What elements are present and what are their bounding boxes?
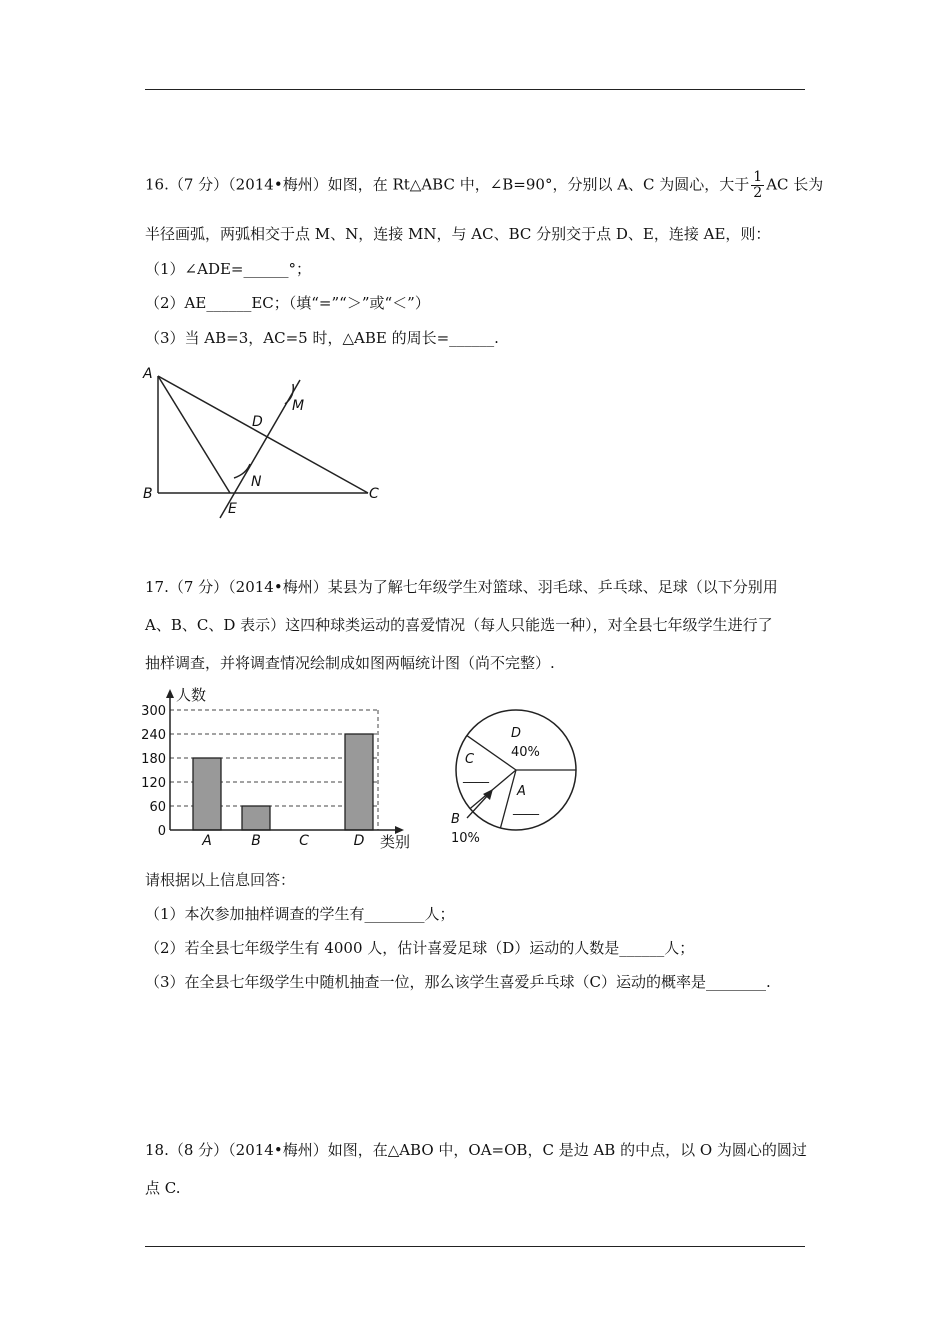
header-rule (145, 89, 805, 90)
label-C: C (369, 486, 379, 502)
q17-item1: （1）本次参加抽样调查的学生有________人； (145, 905, 455, 923)
pie-label-A: A (517, 784, 526, 799)
q16-line2: 半径画弧，两弧相交于点 M、N，连接 MN，与 AC、BC 分别交于点 D、E，连接 AE，则： (145, 225, 771, 243)
q17-line3: 抽样调查，并将调查情况绘制成如图两幅统计图（尚不完整）. (145, 654, 555, 672)
q16-triangle-figure (140, 360, 390, 530)
q18-line2: 点 C. (145, 1179, 181, 1197)
y-tick-label: 0 (157, 824, 166, 839)
bar-chart (140, 686, 420, 856)
bar-B (242, 806, 270, 830)
segment-AC (158, 376, 368, 493)
bar-A (193, 758, 221, 830)
bar-D (345, 734, 373, 830)
x-tick-label-B: B (251, 833, 261, 849)
y-axis-label: 人数 (176, 686, 207, 704)
q17-line1: 17.（7 分）（2014•梅州）某县为了解七年级学生对篮球、羽毛球、乒乓球、足球（以下分别用 (145, 578, 778, 596)
q16-item1: （1）∠ADE=______°； (145, 260, 311, 278)
label-N: N (251, 474, 262, 490)
pie-label-B: B (451, 812, 460, 827)
y-axis-arrow (166, 689, 174, 698)
y-tick-label: 120 (141, 776, 166, 791)
q16-item3: （3）当 AB=3，AC=5 时，△ABE 的周长=______. (145, 329, 499, 347)
footer-rule (145, 1246, 805, 1247)
pie-value-A: ____ (513, 801, 539, 816)
x-tick-label-A: A (202, 833, 212, 849)
pie-label-D: D (511, 726, 522, 741)
x-tick-label-C: C (299, 833, 309, 849)
label-B: B (143, 486, 153, 502)
label-D: D (252, 414, 263, 430)
label-A: A (143, 366, 153, 382)
y-tick-label: 300 (141, 704, 166, 719)
y-tick-label: 60 (149, 800, 166, 815)
pie-value-D: 40% (511, 745, 540, 760)
q17-item3: （3）在全县七年级学生中随机抽查一位，那么该学生喜爱乒乓球（C）运动的概率是________. (145, 973, 771, 991)
y-tick-label: 240 (141, 728, 166, 743)
q17-prompt: 请根据以上信息回答： (145, 871, 296, 889)
x-axis-label: 类别 (380, 833, 411, 851)
label-E: E (228, 501, 237, 517)
q17-item2: （2）若全县七年级学生有 4000 人，估计喜爱足球（D）运动的人数是______人； (145, 939, 695, 957)
pie-b-arrow (467, 794, 489, 818)
pie-chart (445, 706, 585, 856)
pie-label-C: C (465, 752, 475, 767)
pie-divider-A-B (500, 770, 516, 828)
q16-item2: （2）AE______EC；（填“=”“＞”或“＜”） (145, 294, 430, 312)
x-tick-label-D: D (353, 833, 365, 849)
q16-line1: 16.（7 分）（2014•梅州）如图，在 Rt△ABC 中，∠B=90°，分别以 A、C 为圆心，大于 $\frac{1}{2}$ AC 长为 (145, 169, 824, 201)
pie-value-C: ____ (463, 769, 489, 784)
fraction-half: $\frac{1}{2}$ (753, 169, 763, 201)
q18-line1: 18.（8 分）（2014•梅州）如图，在△ABO 中，OA=OB，C 是边 AB 的中点，以 O 为圆心的圆过 (145, 1141, 807, 1159)
pie-value-B: 10% (451, 831, 480, 846)
segment-AE (158, 376, 230, 493)
label-M: M (292, 398, 305, 414)
pie-divider-C-D (467, 736, 516, 770)
q17-line2: A、B、C、D 表示）这四种球类运动的喜爱情况（每人只能选一种），对全县七年级学生进行了 (145, 616, 773, 634)
y-tick-label: 180 (141, 752, 166, 767)
